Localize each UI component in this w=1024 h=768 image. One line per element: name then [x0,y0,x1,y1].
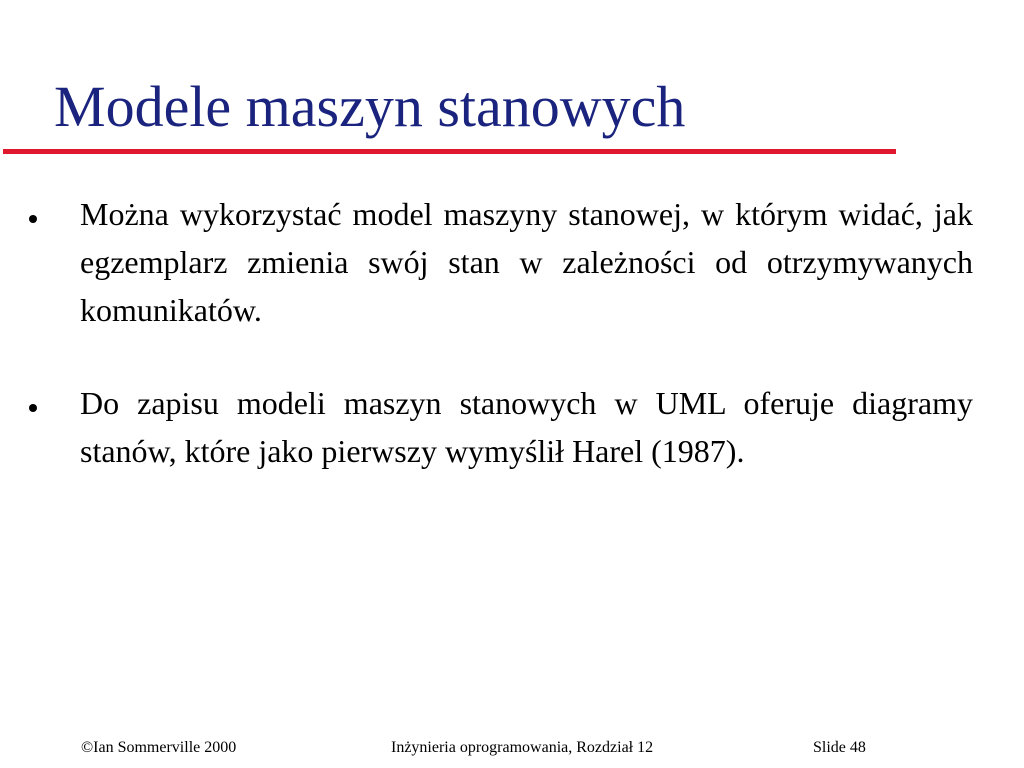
footer-slide-number: Slide 48 [813,739,866,756]
bullet-text: Do zapisu modeli maszyn stanowych w UML oferuje diagramy stanów, które jako pierwszy wymyślił Harel (1987). [80,385,973,469]
bullet-text: Można wykorzystać model maszyny stanowej, w którym widać, jak egzemplarz zmienia swój stan w zależności od otrzymywanych komunikatów. [80,196,973,328]
bullet-dot-icon [29,215,37,223]
bullet-dot-icon [29,404,37,412]
bullet-list [0,190,1024,475]
footer-course: Inżynieria oprogramowania, Rozdział 12 [391,739,654,756]
title-underline [3,149,896,154]
bullet-item-2 [0,379,1024,475]
bullet-item-1 [0,190,1024,334]
footer-copyright: ©Ian Sommerville 2000 [81,739,237,756]
slide-title: Modele maszyn stanowych [54,74,686,139]
